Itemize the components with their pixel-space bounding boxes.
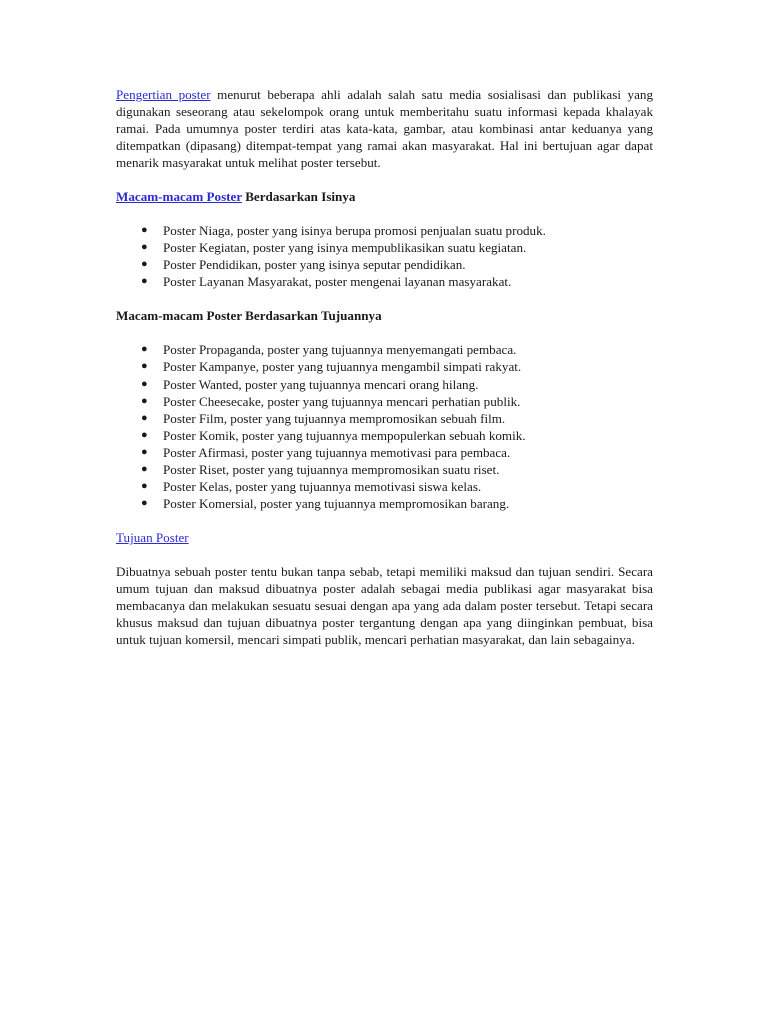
list-item-text: Poster Pendidikan, poster yang isinya seputar pendidikan. — [163, 257, 466, 273]
tujuan-poster-link[interactable]: Tujuan Poster — [116, 530, 189, 546]
list-item — [141, 376, 653, 393]
bullet-icon: ● — [141, 428, 148, 441]
list-item-text: Poster Kampanye, poster yang tujuannya mengambil simpati rakyat. — [163, 359, 522, 375]
goal-paragraph: Dibuatnya sebuah poster tentu bukan tanpa sebab, tetapi memiliki maksud dan tujuan sendiri. Secara umum tujuan dan maksud dibuatnya poster adalah sebagai media publikasi agar masyarakat bisa membacanya dan melakukan sesuatu sesuai dengan apa yang ada dalam poster tersebut. Tetapi secara khusus maksud dan tujuan dibuatnya poster tergantung dengan apa yang diinginkan pembuat, bisa untuk tujuan komersil, mencari simpati publik, mencari perhatian masyarakat, dan lain sebagainya. — [116, 564, 653, 648]
list-isi — [116, 222, 653, 290]
list-item-text: Poster Niaga, poster yang isinya berupa promosi penjualan suatu produk. — [163, 223, 546, 238]
list-item — [141, 410, 653, 427]
list-item-text: Poster Kelas, poster yang tujuannya memotivasi siswa kelas. — [163, 479, 482, 495]
bullet-icon: ● — [141, 377, 148, 390]
bullet-icon: ● — [141, 360, 148, 373]
list-item — [141, 222, 653, 239]
list-item — [141, 478, 653, 495]
bullet-icon: ● — [141, 224, 148, 236]
tujuan-poster-title — [116, 529, 653, 546]
list-item — [141, 239, 653, 256]
intro-paragraph — [116, 86, 653, 171]
document-page — [116, 86, 653, 648]
list-item-text: Poster Riset, poster yang tujuannya mempromosikan suatu riset. — [163, 462, 500, 478]
bullet-icon: ● — [141, 394, 148, 407]
list-item — [141, 358, 653, 375]
bullet-icon: ● — [141, 411, 148, 424]
heading-tujuan: Macam-macam Poster Berdasarkan Tujuannya — [116, 308, 382, 324]
list-item — [141, 341, 653, 358]
list-item — [141, 256, 653, 273]
list-item — [141, 273, 653, 290]
list-item — [141, 461, 653, 478]
bullet-icon: ● — [141, 463, 148, 476]
list-item-text: Poster Komersial, poster yang tujuannya mempromosikan barang. — [163, 496, 510, 512]
list-item-text: Poster Layanan Masyarakat, poster mengenai layanan masyarakat. — [163, 274, 512, 290]
list-item-text: Poster Wanted, poster yang tujuannya mencari orang hilang. — [163, 376, 479, 392]
list-item-text: Poster Propaganda, poster yang tujuannya menyemangati pembaca. — [163, 342, 517, 358]
list-item — [141, 444, 653, 461]
bullet-icon: ● — [141, 480, 148, 493]
bullet-icon: ● — [141, 275, 148, 288]
macam-macam-poster-link[interactable]: Macam-macam Poster — [116, 189, 242, 204]
pengertian-poster-link[interactable]: Pengertian poster — [116, 87, 211, 102]
heading-isi-rest: Berdasarkan Isinya — [241, 189, 356, 204]
bullet-icon: ● — [141, 258, 148, 271]
intro-text: menurut beberapa ahli adalah salah satu media sosialisasi dan publikasi yang digunakan seseorang atau sekelompok orang untuk memberitahu suatu informasi kepada khalayak ramai. Pada umumnya poster terdiri atas kata-kata, gambar, atau kombinasi antar keduanya yang ditempatkan (dipasang) ditempat-tempat yang ramai akan masyarakat. Hal ini bertujuan agar dapat menarik masyarakat untuk melihat poster tersebut. — [116, 87, 653, 170]
list-item-text: Poster Kegiatan, poster yang isinya mempublikasikan suatu kegiatan. — [163, 240, 527, 256]
list-item — [141, 393, 653, 410]
bullet-icon: ● — [141, 445, 148, 458]
list-item — [141, 427, 653, 444]
list-item — [141, 495, 653, 512]
bullet-icon: ● — [141, 241, 148, 254]
list-item-text: Poster Komik, poster yang tujuannya mempopulerkan sebuah komik. — [163, 427, 526, 443]
list-item-text: Poster Film, poster yang tujuannya mempromosikan sebuah film. — [163, 410, 506, 426]
list-tujuan — [116, 341, 653, 512]
heading-isi — [116, 188, 653, 205]
bullet-icon: ● — [141, 343, 148, 356]
list-item-text: Poster Afirmasi, poster yang tujuannya memotivasi para pembaca. — [163, 444, 511, 460]
bullet-icon: ● — [141, 497, 148, 510]
list-item-text: Poster Cheesecake, poster yang tujuannya mencari perhatian publik. — [163, 393, 521, 409]
